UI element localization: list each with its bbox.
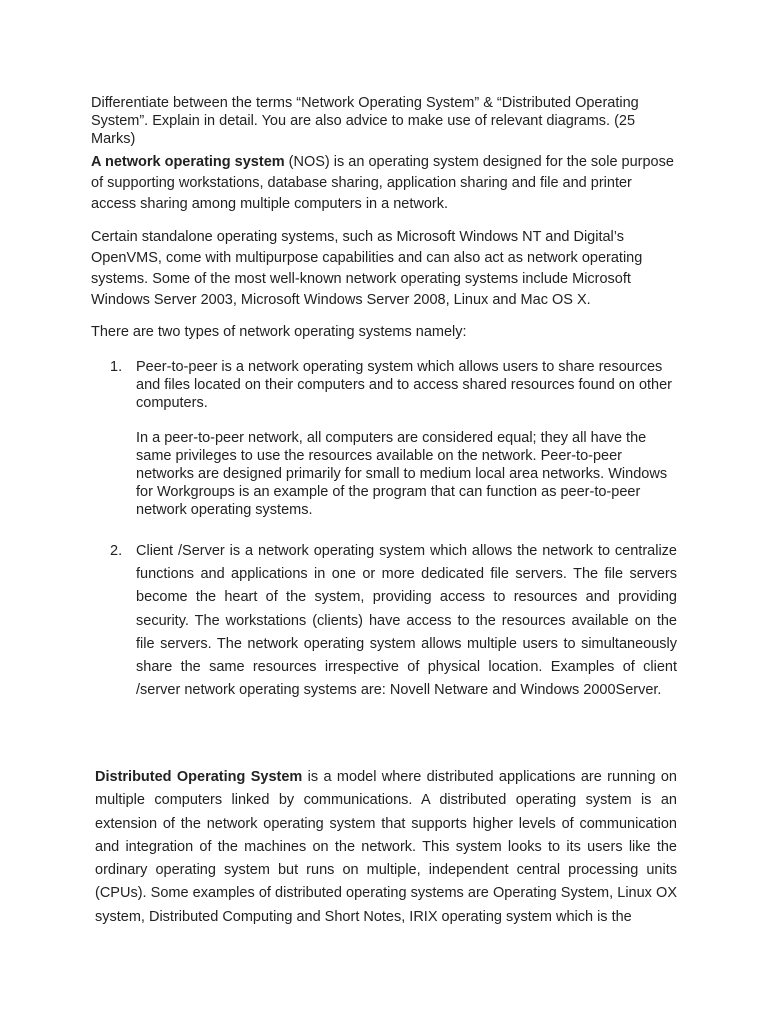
types-intro: There are two types of network operating systems namely: [91, 324, 467, 340]
nos-term: A network operating system [91, 154, 285, 170]
nos-definition-paragraph [91, 152, 677, 215]
list-number: 1. [110, 359, 123, 375]
dos-definition-paragraph [91, 766, 677, 929]
list-item [110, 358, 677, 536]
peer-to-peer-paragraph: Peer-to-peer is a network operating system which allows users to share resources and files located on their computers and to access shared resources found on other computers. [136, 359, 673, 411]
dos-term: Distributed Operating System [95, 769, 303, 785]
peer-to-peer-detail-paragraph: In a peer-to-peer network, all computers are considered equal; they all have the same privileges to use the resources available on the network. Peer-to-peer networks are designed primarily for small to medium local area networks. Windows for Workgroups is an example of the program that can function as peer-to-peer network operating systems. [136, 430, 668, 518]
list-item [110, 540, 677, 702]
list-item-body [136, 540, 677, 702]
standalone-os-paragraph: Certain standalone operating systems, such as Microsoft Windows NT and Digital’s OpenVMS, come with multipurpose capabilities and can also act as network operating systems. Some of the most well-known network operating systems include Microsoft Windows Server 2003, Microsoft Windows Server 2008, Linux and Mac OS X. [91, 229, 643, 308]
question-text: Differentiate between the terms “Network Operating System” & “Distributed Operating System”. Explain in detail. You are also advice to make use of relevant diagrams. (25 Marks) [91, 95, 639, 147]
nos-definition: (NOS) is an operating system designed for the sole purpose of supporting workstations, database sharing, application sharing and file and printer access sharing among multiple computers in a network. [91, 154, 674, 212]
dos-definition: is a model where distributed applications are running on multiple computers linked by communications. A distributed operating system is an extension of the network operating system that supports higher levels of communication and integration of the machines on the network. This system looks to its users like the ordinary operating system but runs on multiple, independent central processing units (CPUs). Some examples of distributed operating systems are Operating System, Linux OX system, Distributed Computing and Short Notes, IRIX operating system which is the [95, 769, 677, 925]
list-number: 2. [110, 543, 123, 559]
client-server-paragraph: Client /Server is a network operating system which allows the network to centralize functions and applications in one or more dedicated file servers. The file servers become the heart of the system, providing access to resources and providing security. The workstations (clients) have access to the resources available on the file servers. The network operating system allows multiple users to simultaneously share the same resources irrespective of physical location. Examples of client /server network operating systems are: Novell Netware and Windows 2000Server. [136, 543, 677, 699]
list-item-body [136, 358, 677, 519]
